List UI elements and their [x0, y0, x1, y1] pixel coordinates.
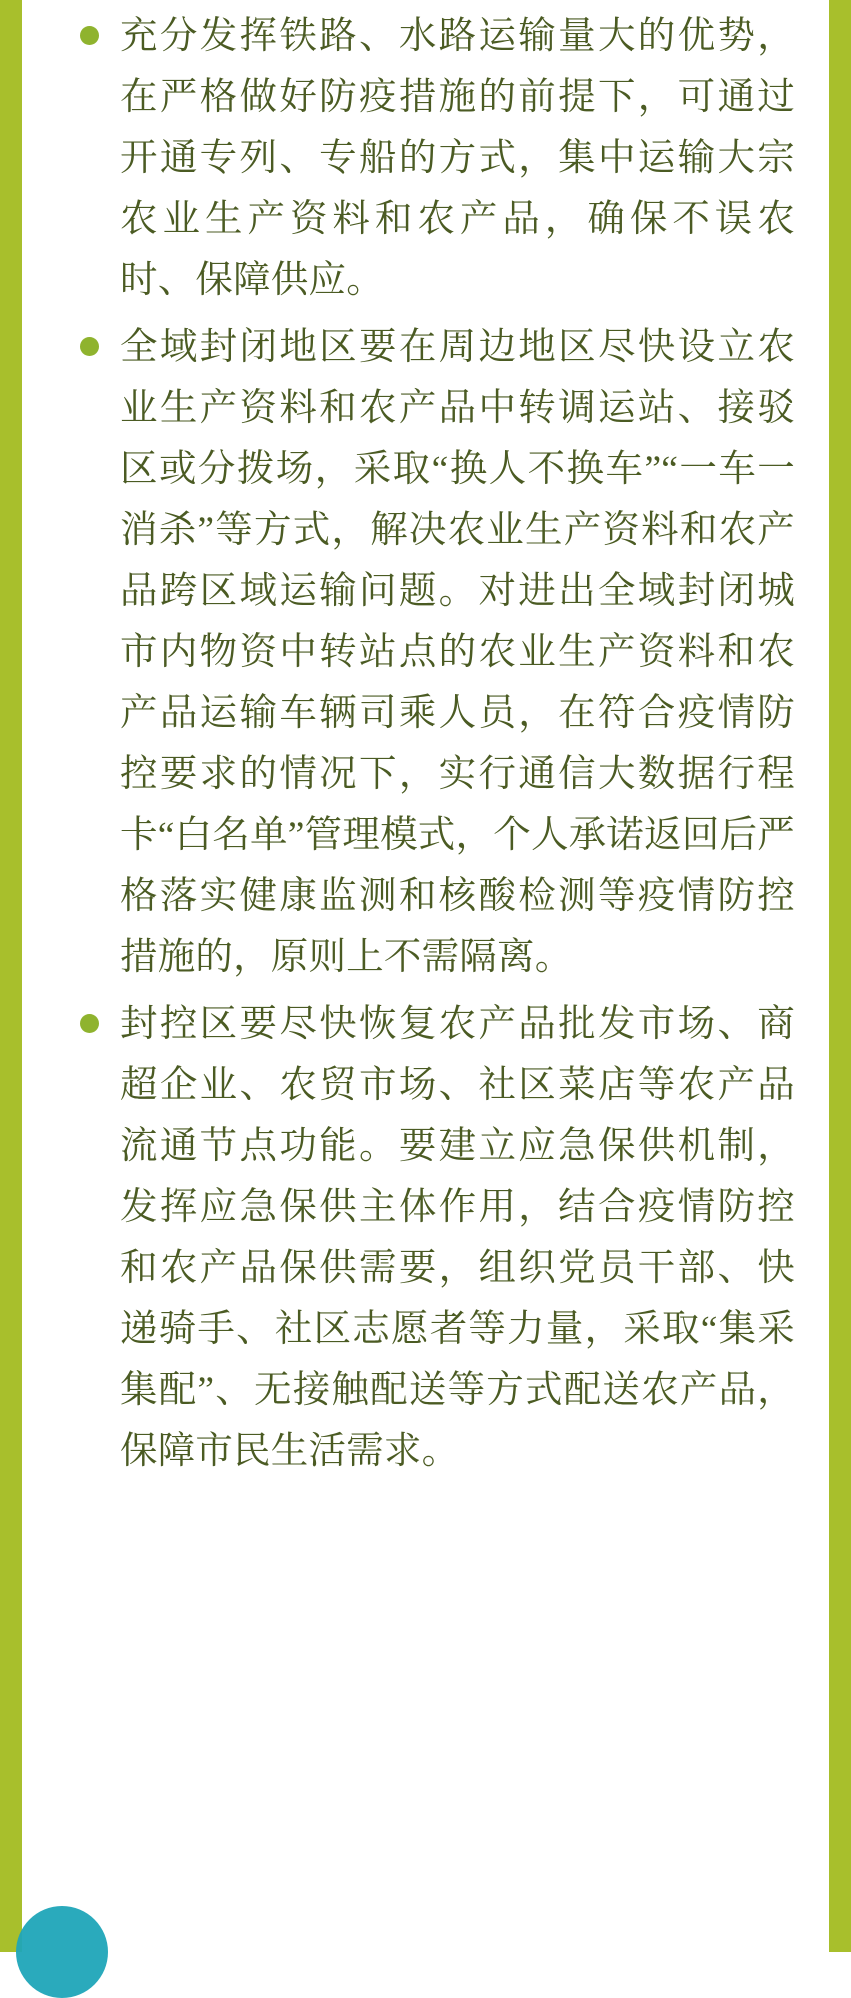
- document-content: [26, 0, 825, 1952]
- bullet-point-icon: [80, 337, 99, 356]
- paragraph-text: 全域封闭地区要在周边地区尽快设立农业生产资料和农产品中转调运站、接驳区或分拨场，采取“换人不换车”“一车一消杀”等方式，解决农业生产资料和农产品跨区域运输问题。对进出全域封闭城市内物资中转站点的农业生产资料和农产品运输车辆司乘人员，在符合疫情防控要求的情况下，实行通信大数据行程卡“白名单”管理模式，个人承诺返回后严格落实健康监测和核酸检测等疫情防控措施的，原则上不需隔离。: [120, 327, 795, 978]
- bullet-point-icon: [80, 26, 99, 45]
- left-border-band: [0, 0, 22, 1952]
- paragraph-text: 封控区要尽快恢复农产品批发市场、商超企业、农贸市场、社区菜店等农产品流通节点功能。要建立应急保供机制，发挥应急保供主体作用，结合疫情防控和农产品保供需要，组织党员干部、快递骑手、社区志愿者等力量，采取“集采集配”、无接触配送等方式配送农产品，保障市民生活需求。: [120, 1004, 795, 1472]
- paragraph-text: 充分发挥铁路、水路运输量大的优势，在严格做好防疫措施的前提下，可通过开通专列、专船的方式，集中运输大宗农业生产资料和农产品，确保不误农时、保障供应。: [120, 16, 795, 301]
- bullet-paragraph: [78, 994, 795, 1482]
- right-border-band: [829, 0, 851, 1952]
- bullet-paragraph: [78, 317, 795, 988]
- bullet-paragraph: [78, 6, 795, 311]
- decorative-circle: [16, 1906, 108, 1998]
- right-border-inner-line: [825, 0, 829, 1952]
- bullet-point-icon: [80, 1014, 99, 1033]
